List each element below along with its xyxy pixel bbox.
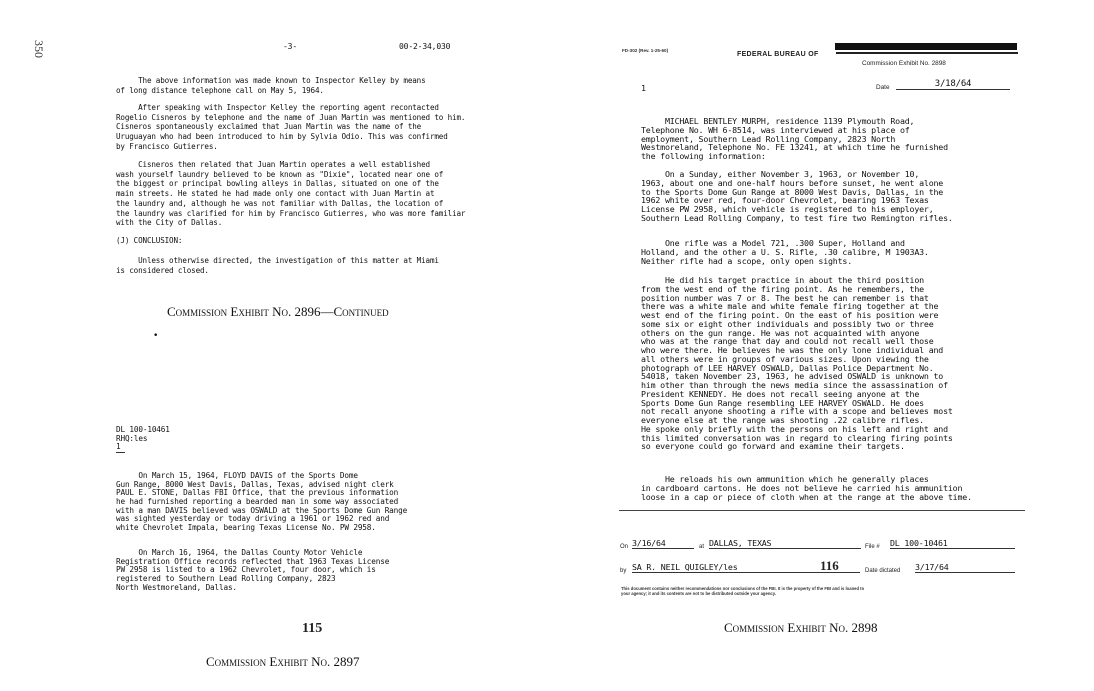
paragraph-motor-vehicle: On March 16, 1964, the Dallas County Motor Vehicle Registration Office records reflected that 1963 Texas License PW 2958 is listed to a 1962 Chevrolet, four door, which is registered to Southern Lead Rolling Company, 2823 North Westmoreland, Dallas.: [116, 548, 390, 592]
body-end-rule: [619, 510, 1025, 511]
paragraph-murph-intro: MICHAEL BENTLEY MURPH, residence 1139 Plymouth Road, Telephone No. WH 6-8514, was interviewed at his place of employment, Southern Lead Rolling Company, 2823 North Westmoreland, Telephone No. FE 13241, at which time he furnished the following information:: [641, 116, 948, 161]
bullet-mark: •: [153, 331, 159, 341]
paragraph-ammunition: He reloads his own ammunition which he generally places in cardboard cartons. He does not believe he carried his ammunition loose in a cap or piece of cloth when at the range at the above time.: [641, 474, 972, 502]
paragraph-telephone-call: The above information was made known to Inspector Kelley by means of long distance telephone call on May 5, 1964.: [116, 76, 426, 95]
paragraph-target-practice: He did his target practice in about the third position from the west end of the firing point. As he remembers, the position number was 7 or 8. The best he can remember is that there was a white male and white female firing together at the west end of the firing point. On the east of his position were some six or eight other individuals and possibly two or three others on the gun range. He was not acquainted with anyone who was at the range that day and could not recall well those who were there. He believes he was the only lone individual and all others were in groups of various sizes. Upon viewing the photograph of LEE HARVEY OSWALD, Dallas Police Department No. 54018, taken November 23, 1963, he advised OSWALD is unknown to him other than through the news media since the assassination of President KENNEDY. He does not recall seeing anyone at the Sports Dome Gun Range resembling LEE HARVEY OSWALD. He does not recall anyone shooting a rifle with a scope and believes most everyone else at the range was shooting .22 calibre rifles. He spoke only briefly with the persons on his left and right and this limited conversation was in regard to clearing firing points so everyone could go forward and examine their targets.: [641, 275, 953, 452]
footer-dictated-value: 3/17/64: [915, 563, 1015, 573]
footer-at-label: at: [699, 544, 705, 550]
margin-page-number: 350: [32, 40, 46, 58]
file-reference: 00-2-34,030: [399, 42, 451, 51]
exhibit-caption-2896: Commission Exhibit No. 2896—Continued: [167, 304, 389, 319]
page-label: -3-: [283, 42, 297, 51]
footer-at-value: DALLAS, TEXAS: [709, 539, 861, 549]
paragraph-cisneros-recontact: After speaking with Inspector Kelley the reporting agent recontacted Rogelio Cisneros by telephone and the name of Juan Martin was mentioned to him. Cisneros spontaneously exclaimed that Juan Martin was the name of the Uruguayan who had been introduced to him by Sylvia Odio. This was confirmed by Francisco Gutierres.: [116, 103, 466, 151]
footer-on-value: 3/16/64: [632, 539, 694, 549]
date-label: Date: [876, 84, 890, 91]
footer-dictated-label: Date dictated: [865, 568, 901, 574]
paragraph-sunday-visit: On a Sunday, either November 3, 1963, or November 10, 1963, about one and one-half hours before sunset, he went alone to the Sports Dome Gun Range at 8000 West Davis, Dallas, in the 1962 white over red, four-door Chevrolet, bearing 1963 Texas License PW 2958, which vehicle is registered to his employer, Southern Lead Rolling Company, to test fire two Remington rifles.: [641, 169, 953, 223]
redaction-bar: [835, 43, 1017, 50]
form-id: FD-302 (Rev. 1-25-60): [622, 48, 669, 53]
paragraph-floyd-davis: On March 15, 1964, FLOYD DAVIS of the Sports Dome Gun Range, 8000 West Davis, Dallas, Texas, advised night clerk PAUL E. STONE, Dallas FBI Office, that the previous information he had furnished reporting a bearded man in some way associated with a man DAVIS believed was OSWALD at the Sports Dome Gun Range was sighted yesterday or today driving a 1961 or 1962 red and white Chevrolet Impala, bearing Texas License No. PW 2958.: [116, 471, 408, 532]
exhibit-caption-2898: Commission Exhibit No. 2898: [724, 620, 878, 635]
footer-by-label: by: [620, 568, 627, 574]
page-number-116: 116: [820, 558, 839, 573]
paragraph-rifles: One rifle was a Model 721, .300 Super, Holland and Holland, and the other a U. S. Rifle, .30 calibre, M 1903A3. Neither rifle had a scope, only open sights.: [641, 238, 929, 266]
paragraph-dixie-laundry: Cisneros then related that Juan Martin operates a well established wash yourself laundry believed to be known as "Dixie", located near one of the biggest or principal bowling alleys in Dallas, situated on one of the main streets. He stated he had made only one contact with Juan Martin at the laundry and, although he was not familiar with Dallas, the location of the laundry was clarified for him by Francisco Gutierres, who was more familiar with the City of Dallas.: [116, 160, 466, 228]
header-underline: [116, 452, 125, 453]
footer-by-value: SA R. NEIL QUIGLEY/les: [632, 563, 860, 573]
footer-file-label: File #: [865, 544, 880, 550]
exhibit-stamp: Commission Exhibit No. 2898: [862, 60, 946, 67]
footer-on-label: On: [620, 544, 629, 550]
document-header-dl: DL 100-10461 RHQ:les 1: [116, 425, 170, 452]
agency-header: FEDERAL BUREAU OF: [737, 51, 819, 58]
paragraph-investigation-closed: Unless otherwise directed, the investigation of this matter at Miami is considered closed.: [116, 256, 439, 275]
exhibit-caption-2897: Commission Exhibit No. 2897: [206, 654, 360, 669]
section-heading-conclusion: (J) CONCLUSION:: [116, 236, 183, 245]
footer-disclaimer: This document contains neither recommendations nor conclusions of the FBI. It is the property of the FBI and is loaned to your agency; it and its contents are not to be distributed outside your agency.: [621, 586, 865, 596]
footer-file-value: DL 100-10461: [890, 539, 1015, 549]
date-value: 3/18/64: [896, 80, 1010, 90]
page-one-marker: 1: [641, 83, 646, 93]
page-number-115: 115: [302, 621, 323, 636]
header-rule: [836, 52, 1018, 54]
